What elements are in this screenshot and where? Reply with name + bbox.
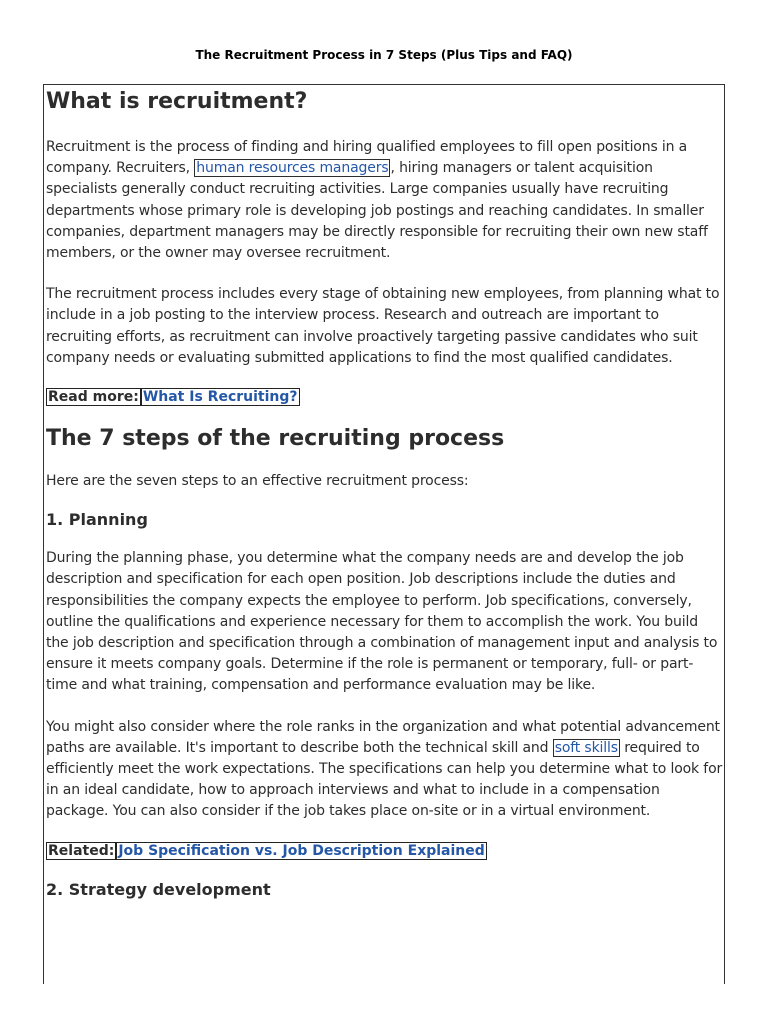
article-frame — [43, 84, 725, 984]
link-job-specification-vs-description[interactable]: Job Specification vs. Job Description Explained — [118, 842, 485, 859]
paragraph-planning-phase: During the planning phase, you determine what the company needs are and develop the job description and specification for each open position. Job descriptions include the duties and responsibilities the company expects the employee to perform. Job specifications, conversely, outline the qualifications and experience necessary for them to accomplish the work. You build the job description and specification through a combination of management input and analysis to ensure it meets company goals. Determine if the role is permanent or temporary, full- or part-time and what training, compensation and performance evaluation may be like. — [46, 550, 718, 694]
document-title: The Recruitment Process in 7 Steps (Plus Tips and FAQ) — [195, 48, 573, 62]
heading-seven-steps: The 7 steps of the recruiting process — [46, 426, 505, 452]
heading-step-planning: 1. Planning — [46, 510, 148, 530]
paragraph-text: You might also consider where the role ranks in the organization and what potential advancement paths are available. It's important to describe both the technical skill and — [46, 718, 720, 756]
read-more-label: Read more: — [48, 389, 139, 406]
heading-step-strategy-development: 2. Strategy development — [46, 879, 271, 899]
paragraph-recruitment-process: The recruitment process includes every stage of obtaining new employees, from planning what to include in a job posting to the interview process. Research and outreach are important to recruiting efforts, as recruitment can involve proactively targeting passive candidates who suit company needs or evaluating submitted applications to find the most qualified candidates. — [46, 286, 720, 366]
link-soft-skills[interactable]: soft skills — [554, 739, 618, 756]
read-more-callout — [46, 387, 724, 407]
paragraph-text: Recruitment is the process of finding and hiring qualified employees to fill open positions in a company. Recruiters, — [46, 139, 688, 177]
link-human-resources-managers[interactable]: human resources managers — [196, 160, 389, 177]
paragraph-role-ranking — [46, 717, 724, 823]
heading-what-is-recruitment: What is recruitment? — [46, 89, 308, 114]
related-callout — [46, 841, 724, 861]
link-what-is-recruiting[interactable]: What Is Recruiting? — [142, 389, 298, 406]
paragraph-text: , hiring managers or talent acquisition specialists generally conduct recruiting activities. Large companies usually have recruiting departments whose primary role is developing job postings and reaching candidates. In smaller companies, department managers may be directly responsible for recruiting their own new staff members, or the owner may oversee recruitment. — [46, 160, 708, 262]
paragraph-text: required to efficiently meet the work expectations. The specifications can help you determine what to look for in an ideal candidate, how to approach interviews and what to include in a compensation package. You can also consider if the job takes place on-site or in a virtual environment. — [46, 739, 723, 820]
paragraph-steps-intro: Here are the seven steps to an effective recruitment process: — [46, 473, 469, 490]
related-label: Related: — [48, 842, 115, 859]
paragraph-recruitment-definition — [46, 137, 724, 264]
